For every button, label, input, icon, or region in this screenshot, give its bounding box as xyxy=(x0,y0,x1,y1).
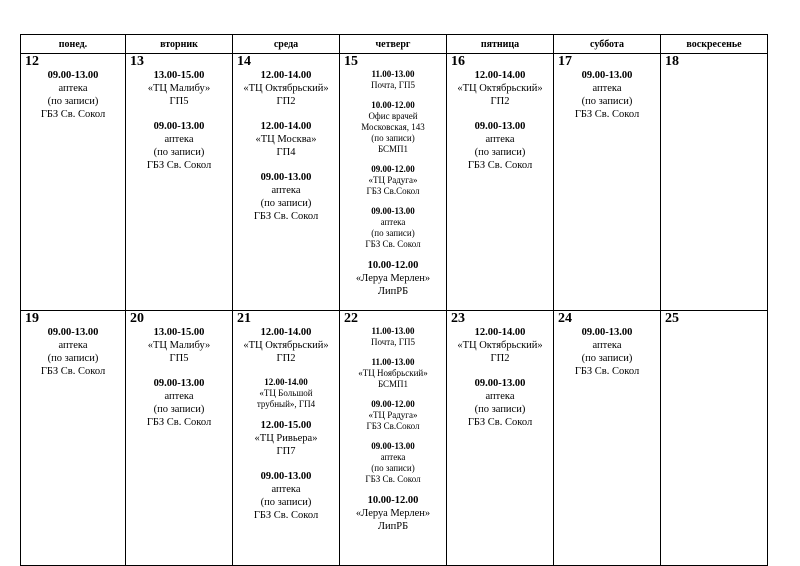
weekday-header-fri: пятница xyxy=(447,35,554,54)
week-row xyxy=(21,54,768,311)
event-time: 09.00-13.00 xyxy=(371,441,415,451)
event-detail-line: ГБЗ Св. Сокол xyxy=(146,417,212,428)
event-detail-line: (по записи) xyxy=(153,147,205,158)
event-detail-line: (по записи) xyxy=(260,497,312,508)
day-cell xyxy=(661,54,768,311)
event-detail-line: аптека xyxy=(485,391,515,402)
event-detail-line: ГБЗ Св. Сокол xyxy=(40,109,106,120)
event-time: 13.00-15.00 xyxy=(153,70,205,81)
event-time: 12.00-14.00 xyxy=(264,377,308,387)
day-cell xyxy=(233,54,340,311)
event-detail-line: «ТЦ Ривьера» xyxy=(254,433,318,444)
event-detail-line: аптека xyxy=(380,217,406,227)
event-time: 09.00-13.00 xyxy=(581,327,633,338)
event-block xyxy=(340,399,446,432)
calendar-body xyxy=(21,54,768,566)
day-cell xyxy=(126,54,233,311)
event-time: 09.00-12.00 xyxy=(371,164,415,174)
event-block xyxy=(233,419,339,458)
event-block xyxy=(340,357,446,390)
day-cell xyxy=(21,54,126,311)
weekday-header-sun: воскресенье xyxy=(661,35,768,54)
day-number: 15 xyxy=(344,54,358,69)
event-time: 11.00-13.00 xyxy=(371,357,415,367)
event-detail-line: «ТЦ Ноябрьский» xyxy=(358,368,428,378)
event-time: 12.00-14.00 xyxy=(474,327,526,338)
day-cell xyxy=(447,311,554,566)
event-detail-line: ГП2 xyxy=(276,96,296,107)
event-time: 09.00-13.00 xyxy=(260,471,312,482)
day-events xyxy=(554,326,660,378)
event-detail-line: «ТЦ Октябрьский» xyxy=(457,340,543,351)
day-events xyxy=(126,326,232,429)
event-detail-line: ЛипРБ xyxy=(377,286,409,297)
day-cell xyxy=(21,311,126,566)
event-detail-line: «ТЦ Малибу» xyxy=(147,83,211,94)
weekday-header-thu: четверг xyxy=(340,35,447,54)
day-events xyxy=(340,69,446,298)
event-detail-line: ГБЗ Св. Сокол xyxy=(467,417,533,428)
event-detail-line: Офис врачей xyxy=(368,111,418,121)
event-time: 09.00-13.00 xyxy=(474,121,526,132)
day-number: 24 xyxy=(558,311,572,326)
day-number: 25 xyxy=(665,311,679,326)
event-detail-line: (по записи) xyxy=(47,353,99,364)
event-block xyxy=(233,326,339,365)
day-number: 19 xyxy=(25,311,39,326)
event-detail-line: ГБЗ Св. Сокол xyxy=(365,239,421,249)
event-detail-line: БСМП1 xyxy=(377,379,409,389)
event-detail-line: ГП5 xyxy=(169,353,189,364)
event-detail-line: ГП2 xyxy=(276,353,296,364)
event-detail-line: «ТЦ Москва» xyxy=(255,134,317,145)
day-events xyxy=(126,69,232,172)
day-cell xyxy=(554,311,661,566)
event-time: 09.00-13.00 xyxy=(474,378,526,389)
event-detail-line: (по записи) xyxy=(474,147,526,158)
event-time: 12.00-14.00 xyxy=(474,70,526,81)
event-time: 11.00-13.00 xyxy=(371,69,415,79)
event-time: 09.00-13.00 xyxy=(371,206,415,216)
event-block xyxy=(340,326,446,348)
event-time: 12.00-14.00 xyxy=(260,327,312,338)
event-time: 09.00-13.00 xyxy=(47,70,99,81)
day-number: 14 xyxy=(237,54,251,69)
event-time: 12.00-14.00 xyxy=(260,121,312,132)
event-time: 10.00-12.00 xyxy=(367,495,419,506)
event-block xyxy=(340,259,446,298)
week-row xyxy=(21,311,768,566)
event-block xyxy=(340,164,446,197)
day-number: 16 xyxy=(451,54,465,69)
event-detail-line: аптека xyxy=(164,391,194,402)
day-events xyxy=(447,69,553,172)
event-time: 11.00-13.00 xyxy=(371,326,415,336)
event-time: 13.00-15.00 xyxy=(153,327,205,338)
event-time: 09.00-13.00 xyxy=(260,172,312,183)
event-detail-line: ГБЗ Св. Сокол xyxy=(146,160,212,171)
day-cell xyxy=(554,54,661,311)
day-events xyxy=(233,326,339,522)
event-block xyxy=(447,326,553,365)
event-time: 09.00-13.00 xyxy=(153,378,205,389)
event-detail-line: ГБЗ Св. Сокол xyxy=(40,366,106,377)
event-detail-line: «ТЦ Малибу» xyxy=(147,340,211,351)
event-block xyxy=(340,69,446,91)
event-time: 12.00-14.00 xyxy=(260,70,312,81)
event-block xyxy=(447,377,553,429)
day-number: 22 xyxy=(344,311,358,326)
event-detail-line: (по записи) xyxy=(153,404,205,415)
event-detail-line: аптека xyxy=(58,340,88,351)
event-block xyxy=(447,69,553,108)
event-detail-line: аптека xyxy=(485,134,515,145)
event-detail-line: «Леруа Мерлен» xyxy=(355,273,431,284)
event-detail-line: (по записи) xyxy=(371,463,415,473)
day-events xyxy=(21,326,125,378)
event-detail-line: ГБЗ Св.Сокол xyxy=(366,186,420,196)
event-time: 09.00-12.00 xyxy=(371,399,415,409)
event-time: 12.00-15.00 xyxy=(260,420,312,431)
event-detail-line: (по записи) xyxy=(47,96,99,107)
day-events xyxy=(21,69,125,121)
weekday-header-row xyxy=(21,35,768,54)
event-detail-line: ЛипРБ xyxy=(377,521,409,532)
event-detail-line: ГБЗ Св.Сокол xyxy=(366,421,420,431)
event-detail-line: «ТЦ Октябрьский» xyxy=(457,83,543,94)
event-block xyxy=(447,120,553,172)
event-block xyxy=(340,441,446,485)
day-cell xyxy=(340,54,447,311)
event-detail-line: аптека xyxy=(380,452,406,462)
day-number: 17 xyxy=(558,54,572,69)
event-block xyxy=(233,69,339,108)
day-events xyxy=(554,69,660,121)
event-detail-line: (по записи) xyxy=(371,228,415,238)
event-detail-line: аптека xyxy=(164,134,194,145)
event-detail-line: ГБЗ Св. Сокол xyxy=(574,366,640,377)
day-cell xyxy=(126,311,233,566)
event-detail-line: ГБЗ Св. Сокол xyxy=(365,474,421,484)
event-time: 09.00-13.00 xyxy=(47,327,99,338)
event-detail-line: ГП2 xyxy=(490,96,510,107)
event-block xyxy=(126,377,232,429)
event-detail-line: Московская, 143 xyxy=(361,122,425,132)
event-detail-line: аптека xyxy=(592,340,622,351)
event-block xyxy=(340,206,446,250)
event-block xyxy=(126,69,232,108)
event-block xyxy=(233,377,339,410)
day-cell xyxy=(233,311,340,566)
event-detail-line: ГБЗ Св. Сокол xyxy=(253,510,319,521)
event-time: 09.00-13.00 xyxy=(581,70,633,81)
event-detail-line: (по записи) xyxy=(371,133,415,143)
day-cell xyxy=(340,311,447,566)
event-detail-line: (по записи) xyxy=(581,96,633,107)
event-detail-line: (по записи) xyxy=(260,198,312,209)
event-block xyxy=(126,120,232,172)
event-detail-line: ГБЗ Св. Сокол xyxy=(253,211,319,222)
event-detail-line: аптека xyxy=(271,185,301,196)
day-number: 20 xyxy=(130,311,144,326)
event-detail-line: ГП7 xyxy=(276,446,296,457)
day-number: 13 xyxy=(130,54,144,69)
event-detail-line: ГП2 xyxy=(490,353,510,364)
event-detail-line: ГП5 xyxy=(169,96,189,107)
event-block xyxy=(233,120,339,159)
event-detail-line: «ТЦ Октябрьский» xyxy=(243,340,329,351)
event-time: 10.00-12.00 xyxy=(367,260,419,271)
event-detail-line: аптека xyxy=(58,83,88,94)
event-block xyxy=(554,326,660,378)
event-detail-line: ГП4 xyxy=(276,147,296,158)
weekday-header-mon: понед. xyxy=(21,35,126,54)
event-block xyxy=(340,100,446,155)
event-block xyxy=(233,470,339,522)
event-detail-line: (по записи) xyxy=(474,404,526,415)
day-events xyxy=(340,326,446,533)
event-detail-line: ГБЗ Св. Сокол xyxy=(467,160,533,171)
event-time: 10.00-12.00 xyxy=(371,100,415,110)
event-block xyxy=(21,326,125,378)
day-cell xyxy=(447,54,554,311)
day-number: 21 xyxy=(237,311,251,326)
weekday-header-tue: вторник xyxy=(126,35,233,54)
event-block xyxy=(340,494,446,533)
event-time: 09.00-13.00 xyxy=(153,121,205,132)
event-detail-line: «ТЦ Радуга» xyxy=(368,410,418,420)
event-block xyxy=(126,326,232,365)
event-detail-line: (по записи) xyxy=(581,353,633,364)
calendar-table xyxy=(20,34,768,566)
event-detail-line: «ТЦ Октябрьский» xyxy=(243,83,329,94)
day-events xyxy=(233,69,339,223)
event-detail-line: ГБЗ Св. Сокол xyxy=(574,109,640,120)
event-detail-line: «ТЦ Большой xyxy=(259,388,313,398)
event-detail-line: БСМП1 xyxy=(377,144,409,154)
event-detail-line: «Леруа Мерлен» xyxy=(355,508,431,519)
day-events xyxy=(447,326,553,429)
day-number: 12 xyxy=(25,54,39,69)
event-detail-line: аптека xyxy=(271,484,301,495)
event-detail-line: аптека xyxy=(592,83,622,94)
day-number: 18 xyxy=(665,54,679,69)
event-block xyxy=(233,171,339,223)
event-block xyxy=(554,69,660,121)
event-block xyxy=(21,69,125,121)
day-number: 23 xyxy=(451,311,465,326)
event-detail-line: Почта, ГП5 xyxy=(370,337,416,347)
weekday-header-sat: суббота xyxy=(554,35,661,54)
day-cell xyxy=(661,311,768,566)
event-detail-line: «ТЦ Радуга» xyxy=(368,175,418,185)
weekday-header-wed: среда xyxy=(233,35,340,54)
event-detail-line: Почта, ГП5 xyxy=(370,80,416,90)
event-detail-line: трубный», ГП4 xyxy=(256,399,316,409)
